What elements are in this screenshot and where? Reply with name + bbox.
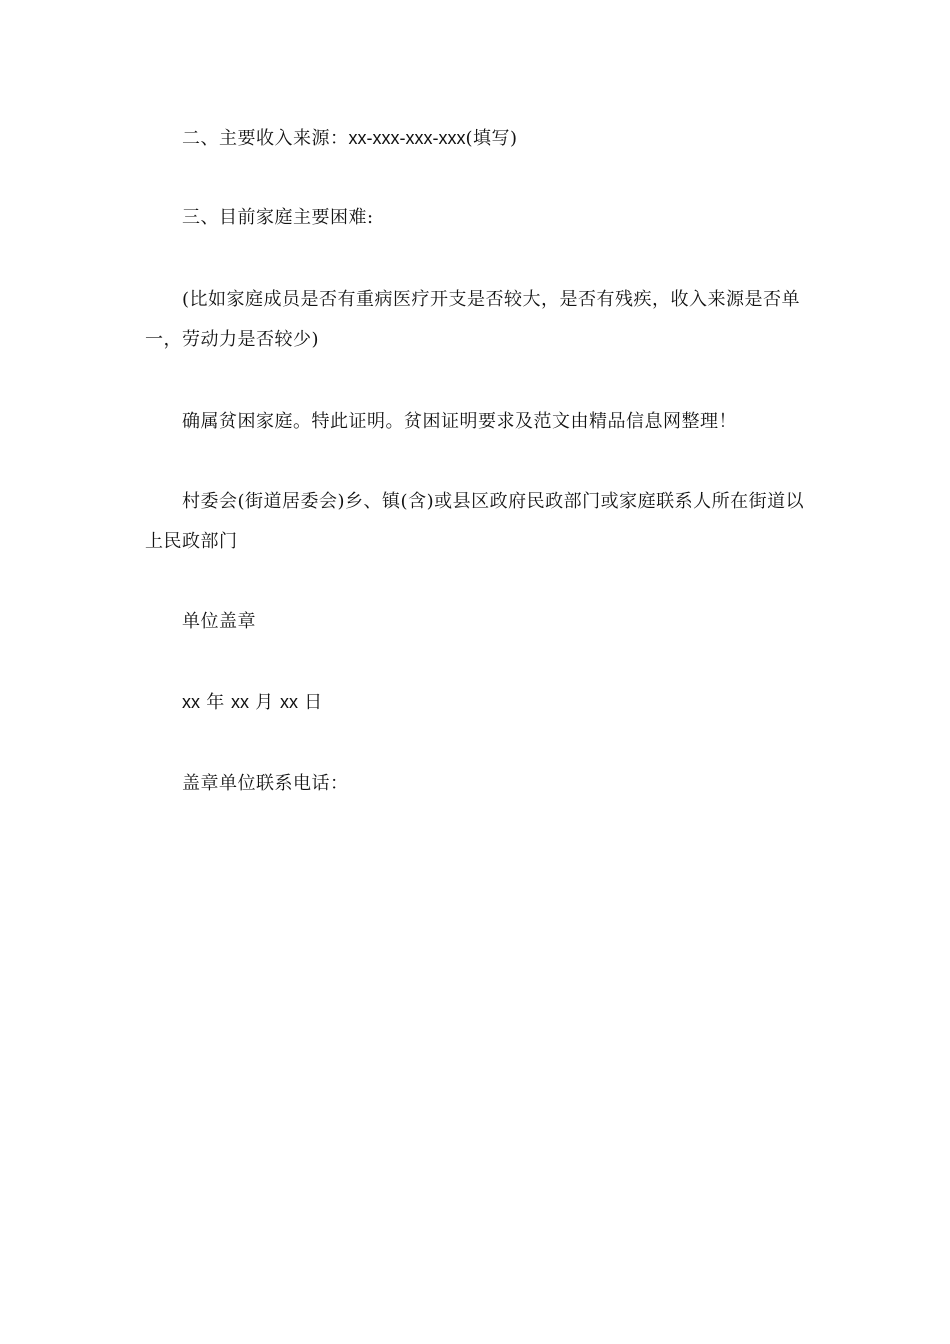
date-month-value: xx — [230, 692, 249, 712]
date-day-unit: 日 — [304, 692, 323, 713]
difficulty-heading: 三、目前家庭主要困难: — [182, 207, 374, 228]
income-source-value: xx-xxx-xxx-xxx — [348, 128, 466, 148]
contact-phone-label: 盖章单位联系电话： — [182, 773, 349, 794]
date-year-value: xx — [182, 692, 200, 712]
income-source-suffix: (填写) — [465, 128, 518, 149]
income-source-line — [145, 118, 805, 159]
date-day-value: xx — [279, 692, 298, 712]
issuing-authority: 村委会(街道居委会)乡、镇(含)或县区政府民政部门或家庭联系人所在街道以上民政部门 — [145, 491, 805, 552]
date-year-unit: 年 — [206, 692, 225, 713]
date-month-unit: 月 — [255, 692, 274, 713]
date-line — [145, 682, 805, 723]
difficulty-note: (比如家庭成员是否有重病医疗开支是否较大，是否有残疾，收入来源是否单一，劳动力是否较少) — [145, 289, 801, 350]
certification-statement: 确属贫困家庭。特此证明。贫困证明要求及范文由精品信息网整理！ — [182, 411, 737, 432]
seal-label: 单位盖章 — [182, 611, 256, 632]
income-source-label: 二、主要收入来源： — [182, 128, 349, 149]
